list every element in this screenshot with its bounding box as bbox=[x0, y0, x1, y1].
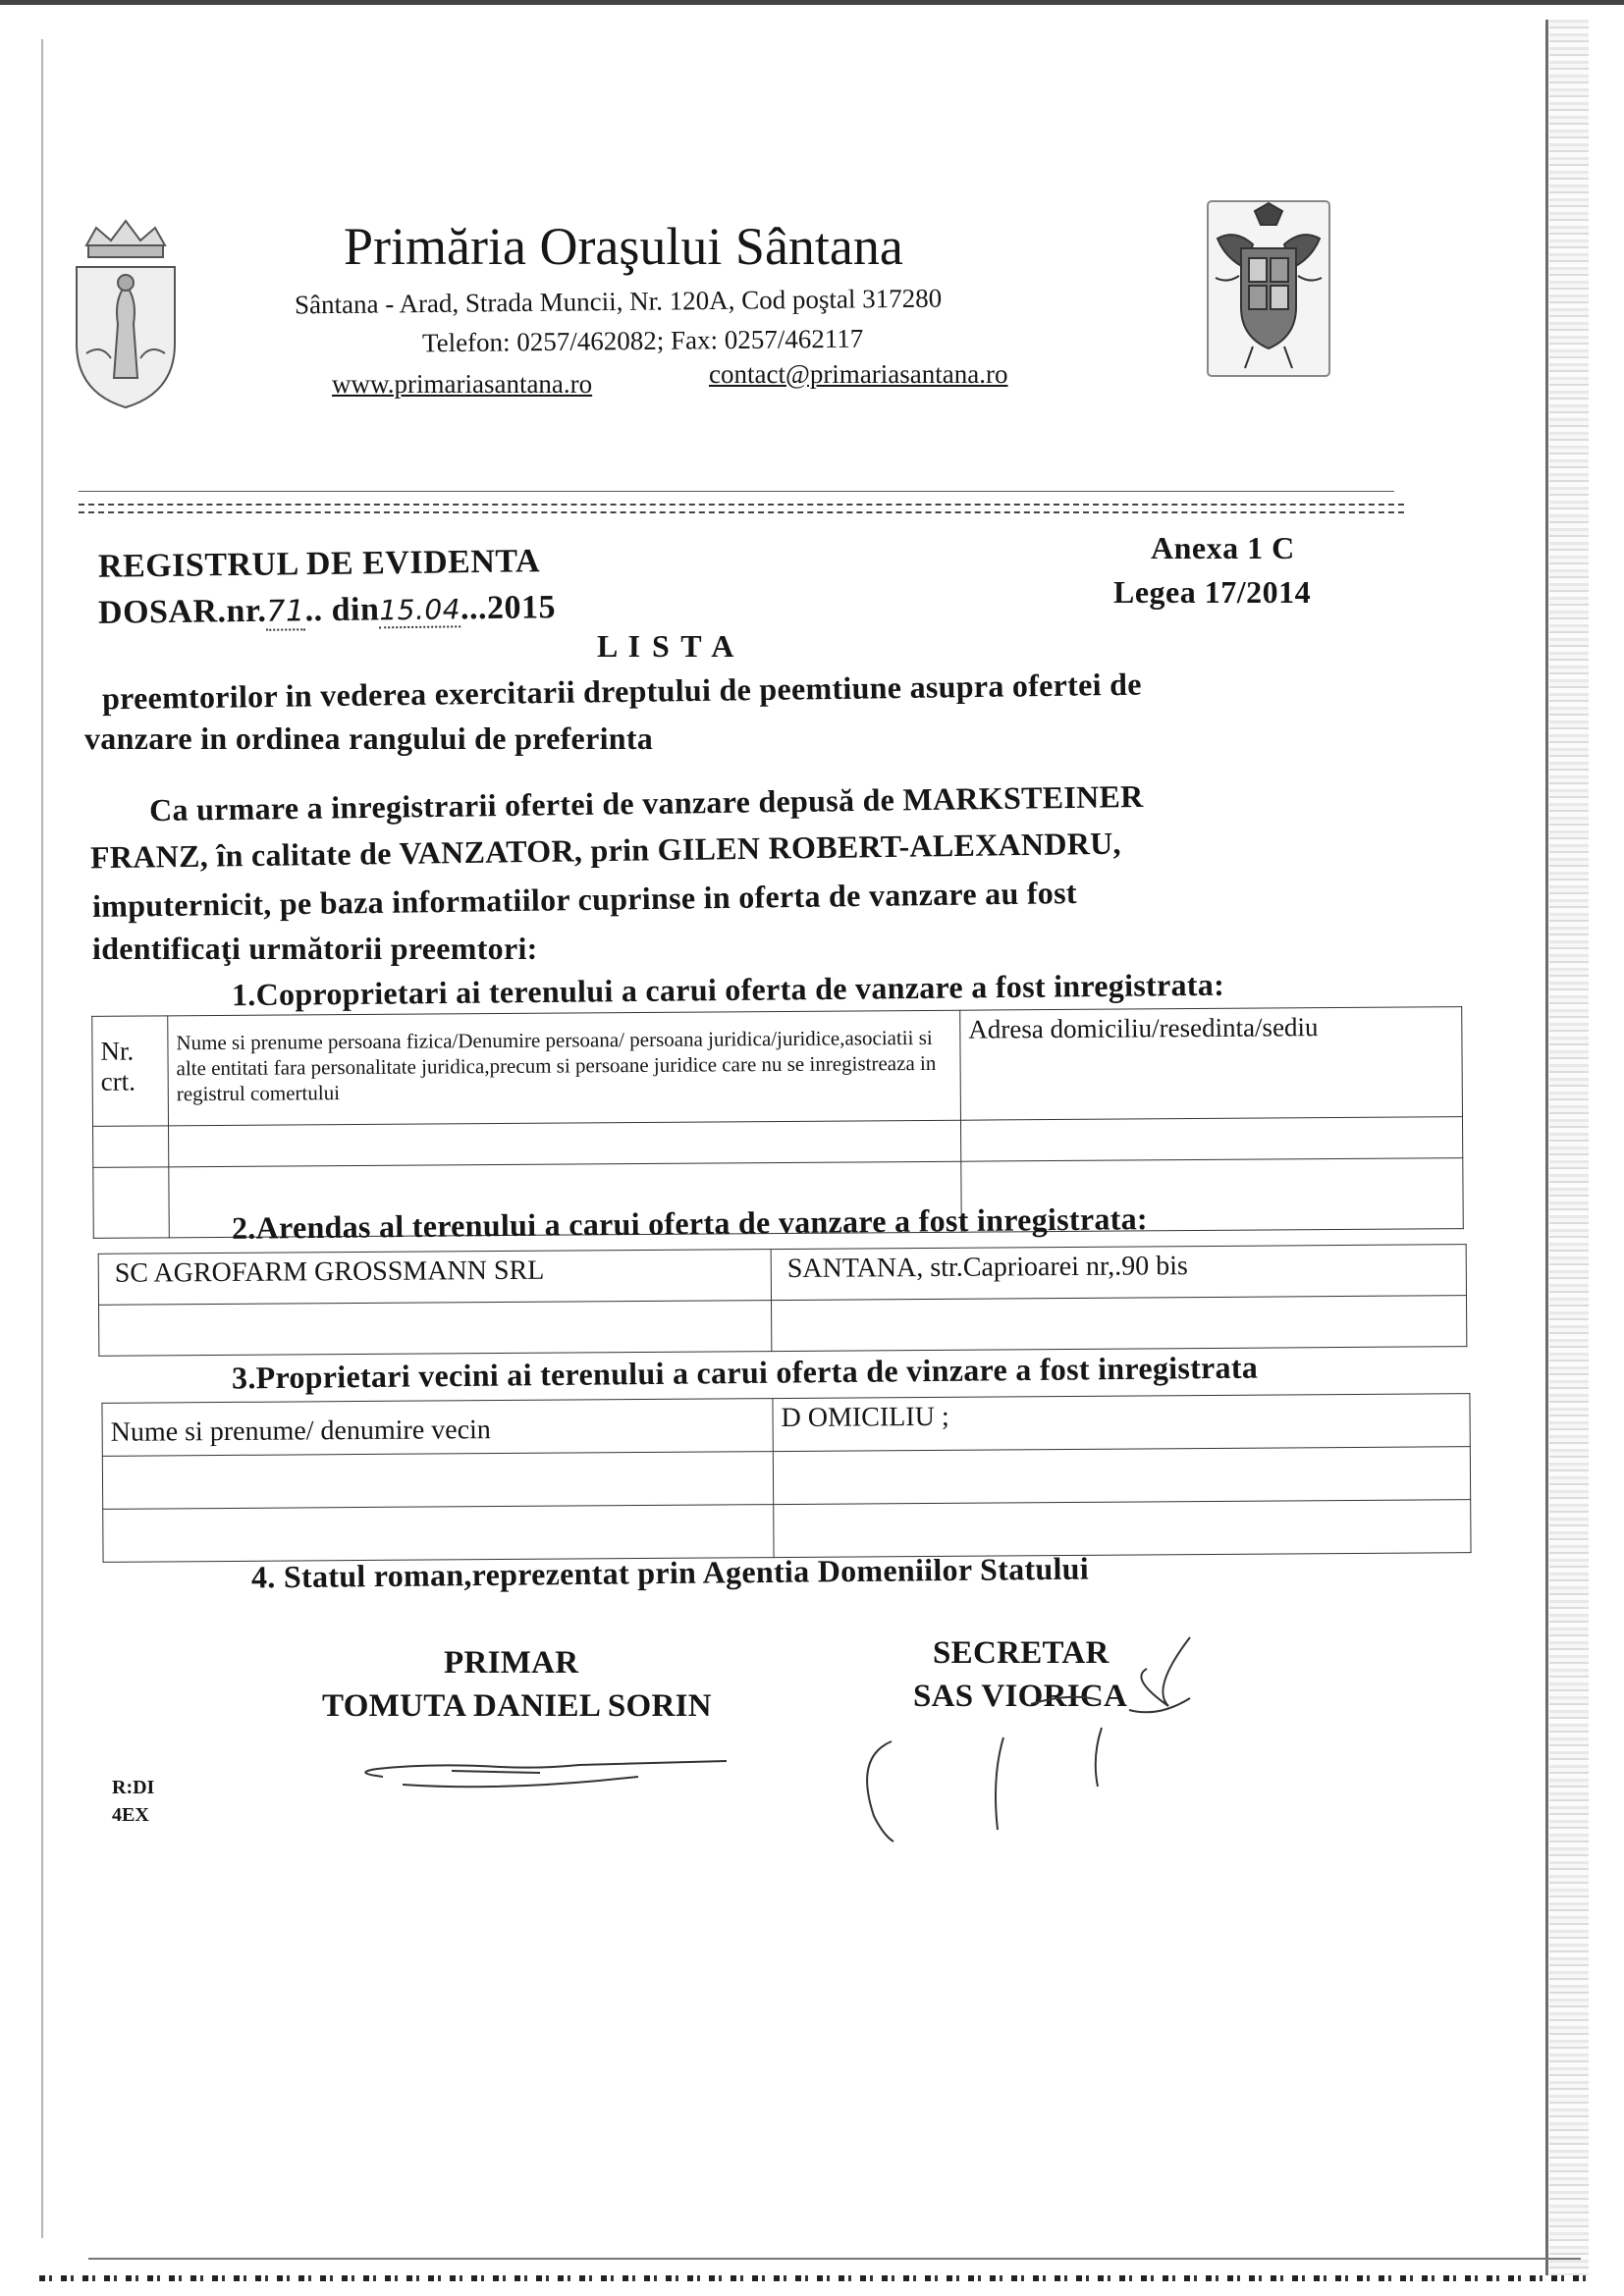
scan-border-right-line bbox=[1545, 20, 1548, 2277]
list-heading: L I S T A bbox=[597, 628, 736, 664]
col-address-header: Adresa domiciliu/resedinta/sediu bbox=[960, 1007, 1463, 1121]
din-label: din bbox=[331, 591, 380, 628]
section2-title: 2.Arendas al terenului a carui oferta de vanzare a fost inregistrata: bbox=[231, 1201, 1149, 1246]
registry-title: REGISTRUL DE EVIDENTA bbox=[97, 543, 541, 585]
copies-code: 4EX bbox=[112, 1804, 149, 1826]
national-coat-of-arms-icon bbox=[1206, 199, 1331, 378]
dosar-year: 2015 bbox=[486, 589, 557, 627]
phone-line: Telefon: 0257/462082; Fax: 0257/462117 bbox=[421, 323, 864, 358]
scan-border-bottom bbox=[39, 2275, 1591, 2281]
mayor-name: TOMUTA DANIEL SORIN bbox=[322, 1688, 712, 1724]
header-divider-double bbox=[79, 504, 1404, 513]
website-link[interactable]: www.primariasantana.ro bbox=[332, 369, 593, 399]
list-subtitle-line2: vanzare in ordinea rangului de preferinta bbox=[84, 721, 654, 756]
email-link[interactable]: contact@primariasantana.ro bbox=[709, 359, 1008, 389]
secretary-name: SAS VIORICA bbox=[913, 1679, 1128, 1714]
section3-title: 3.Proprietari vecini ai terenului a carui oferta de vinzare a fost inregistrata bbox=[231, 1349, 1259, 1396]
town-coat-of-arms-icon bbox=[67, 206, 185, 412]
paragraph-line3: imputernicit, pe baza informatiilor cuprinse in oferta de vanzare au fost bbox=[91, 875, 1078, 924]
col-neighbor-name-header: Nume si prenume/ denumire vecin bbox=[102, 1399, 773, 1457]
secretary-title: SECRETAR bbox=[933, 1635, 1110, 1671]
dosar-number: 71 bbox=[266, 594, 305, 629]
paragraph-line4: identificaţi următorii preemtori: bbox=[92, 931, 538, 966]
scan-border-top bbox=[0, 0, 1624, 5]
header-divider-thin bbox=[79, 491, 1394, 492]
col-nr-header: Nr. crt. bbox=[92, 1016, 169, 1127]
col-name-header: Nume si prenume persoana fizica/Denumire persoana/ persoana juridica/juridice,asociatii si alte entitati fara personalitate juridica,precum si persoane juridice care nu se inregistreaza in registrul comertului bbox=[168, 1010, 961, 1126]
scan-border-right bbox=[1549, 20, 1589, 2277]
section1-title: 1.Coproprietari ai terenului a carui oferta de vanzare a fost inregistrata: bbox=[231, 966, 1225, 1013]
table-row bbox=[99, 1296, 1467, 1357]
mayor-signature-icon bbox=[344, 1747, 736, 1806]
tenant-address: SANTANA, str.Caprioarei nr,.90 bis bbox=[771, 1245, 1466, 1301]
dosar-prefix: DOSAR.nr. bbox=[97, 592, 267, 631]
paragraph-line1: Ca urmare a inregistrarii ofertei de vanzare depusă de MARKSTEINER bbox=[148, 777, 1144, 828]
din-date: 15.04 bbox=[379, 593, 461, 627]
address-line: Sântana - Arad, Strada Muncii, Nr. 120A, Cod poştal 317280 bbox=[294, 283, 943, 320]
scan-border-left bbox=[41, 39, 43, 2238]
scan-border-bottom-line bbox=[88, 2258, 1581, 2260]
neighbors-table bbox=[101, 1393, 1471, 1563]
tenant-table bbox=[98, 1244, 1468, 1357]
section4-text: 4. Statul roman,reprezentat prin Agentia Domeniilor Statului bbox=[250, 1550, 1090, 1595]
page-title: Primăria Oraşului Sântana bbox=[344, 217, 903, 276]
table-row bbox=[102, 1447, 1470, 1510]
ref-code: R:DI bbox=[112, 1777, 155, 1798]
list-subtitle-line1: preemtorilor in vederea exercitarii dreptului de peemtiune asupra ofertei de bbox=[101, 666, 1142, 717]
tenant-name: SC AGROFARM GROSSMANN SRL bbox=[98, 1250, 771, 1306]
col-domicile-header: D OMICILIU ; bbox=[773, 1394, 1470, 1452]
law-label: Legea 17/2014 bbox=[1113, 574, 1312, 610]
annex-label: Anexa 1 C bbox=[1151, 530, 1295, 565]
paragraph-line2: FRANZ, în calitate de VANZATOR, prin GILEN ROBERT-ALEXANDRU, bbox=[89, 825, 1122, 876]
secretary-signature-icon bbox=[835, 1629, 1208, 1875]
dosar-line: DOSAR.nr.71.. din15.04...2015 bbox=[97, 589, 557, 631]
mayor-title: PRIMAR bbox=[444, 1645, 579, 1681]
